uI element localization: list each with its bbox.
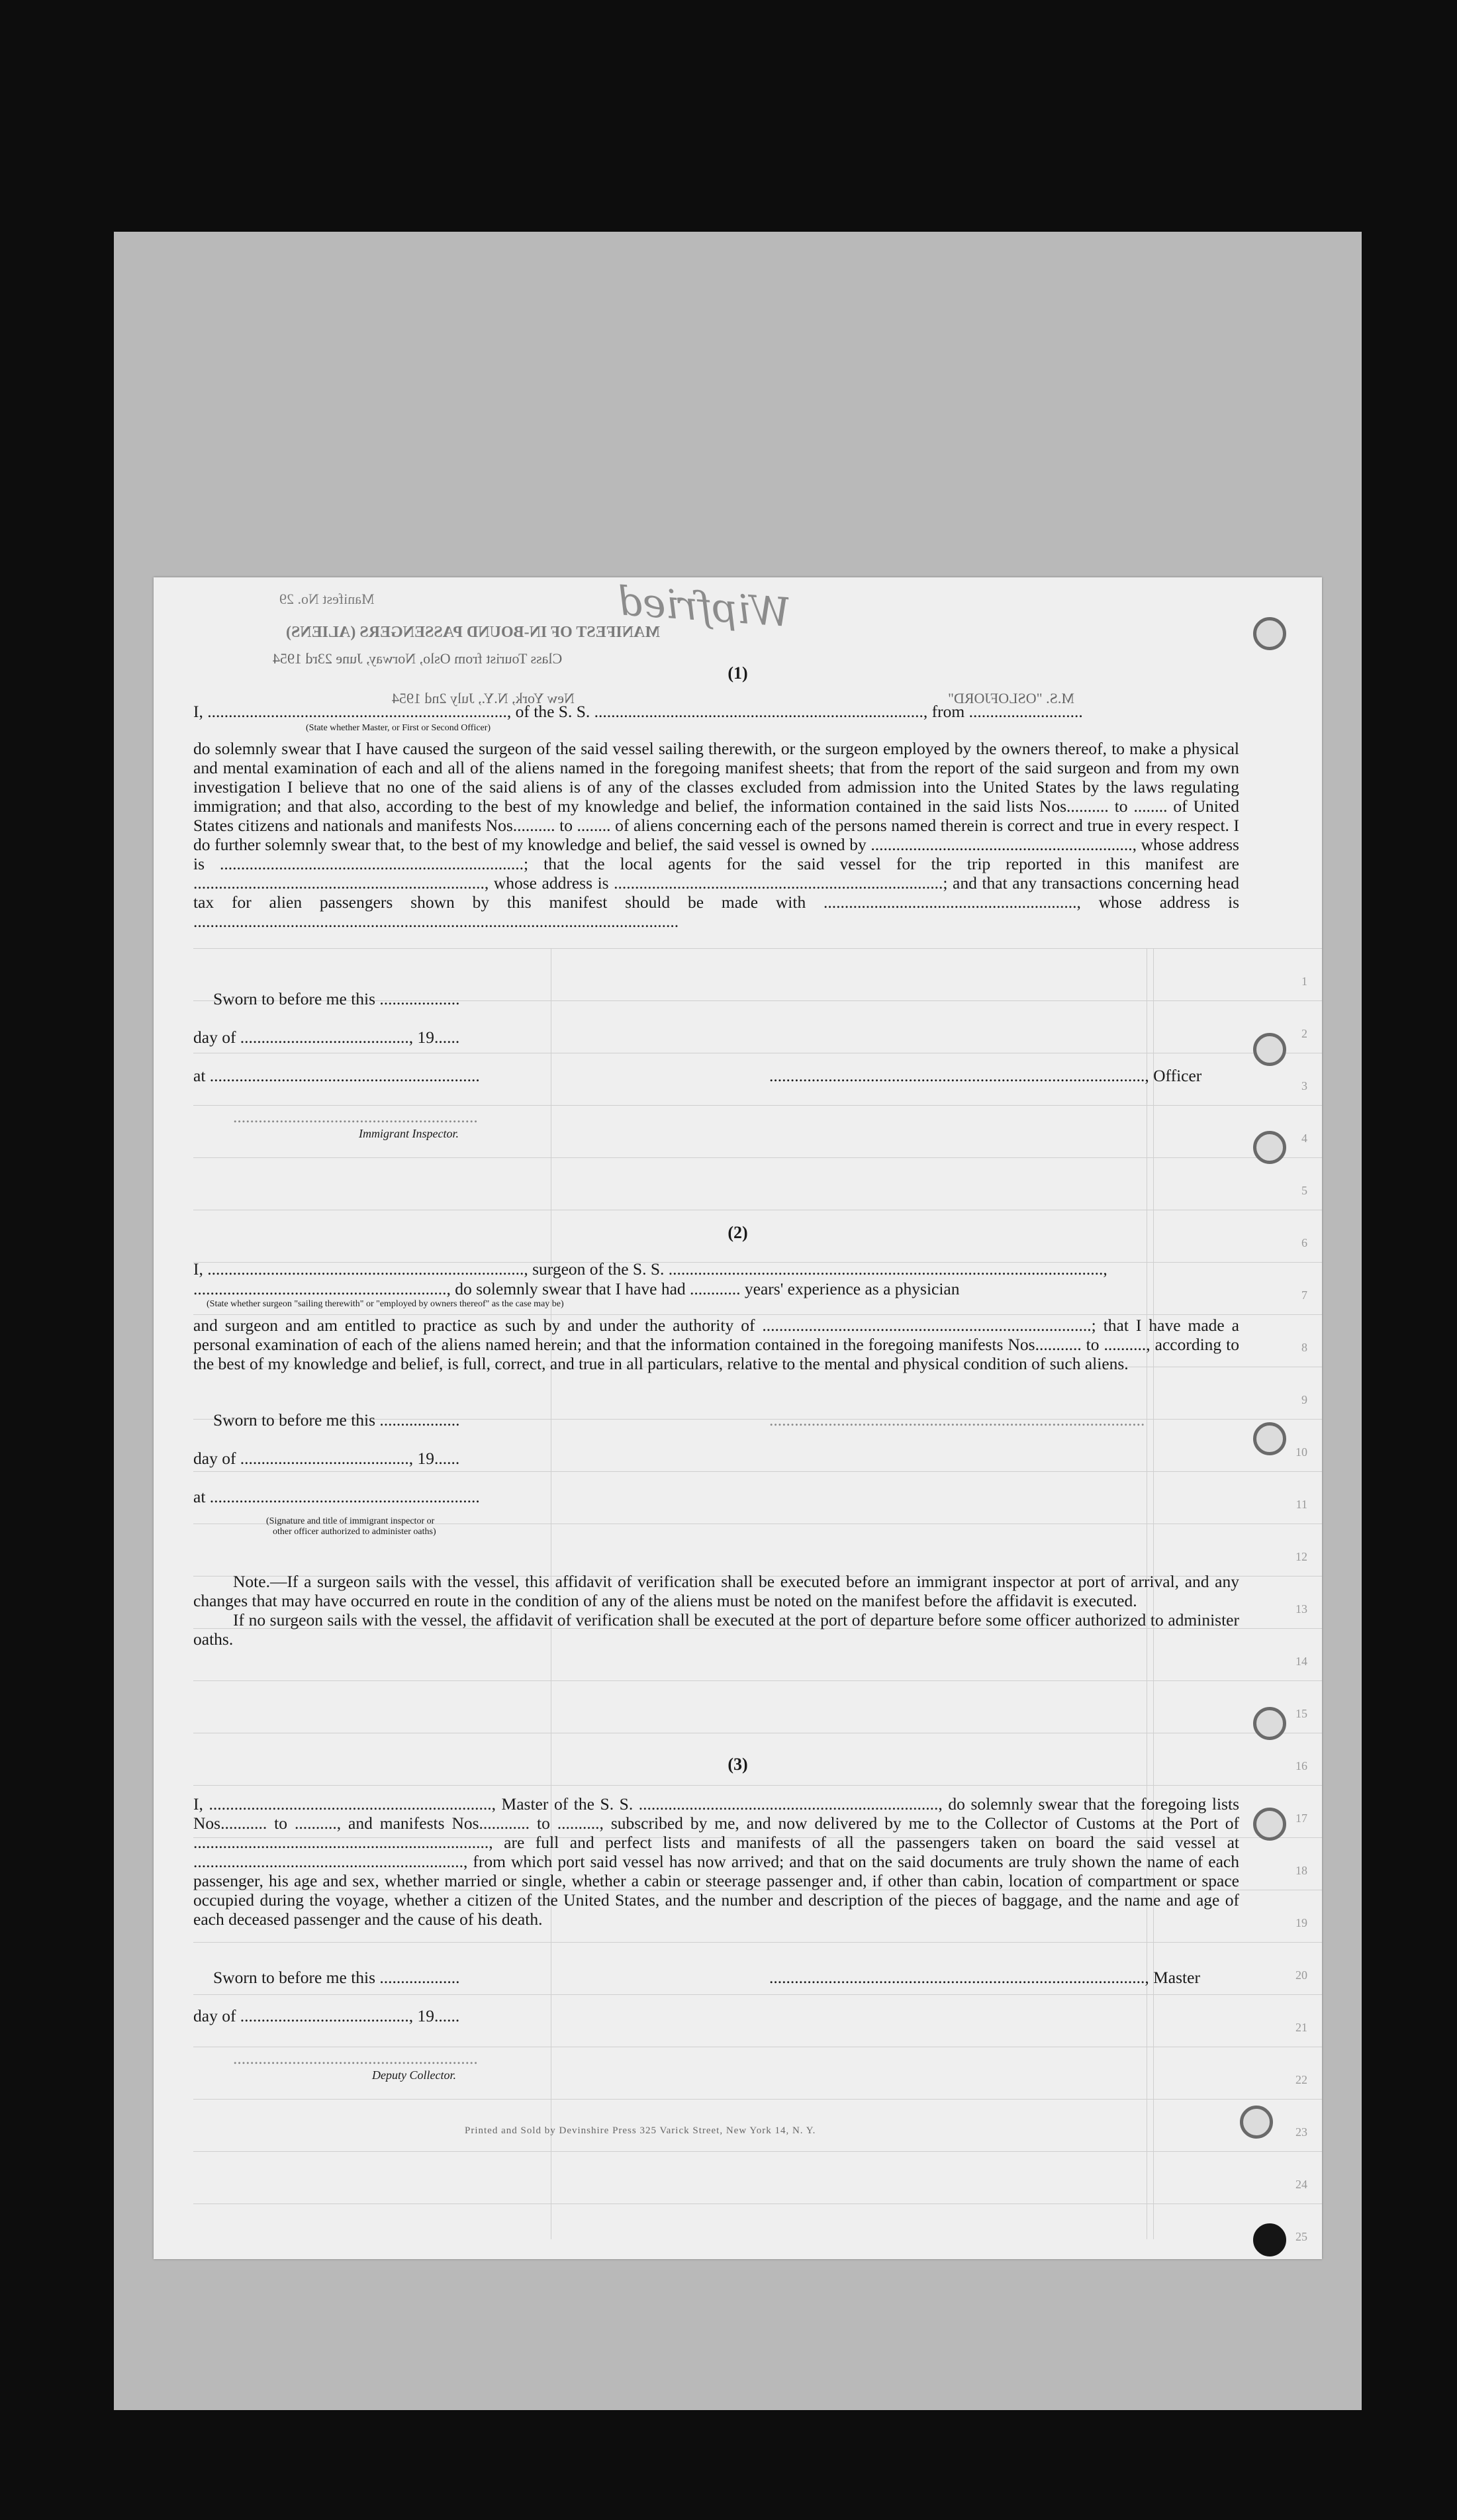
manifest-sheet bbox=[154, 577, 1322, 2259]
section-2-at: at ................................................................ bbox=[193, 1487, 480, 1506]
section-2-line-2: ............................................................, do solemnly swear that I have had ............ years' experience as a physician bbox=[193, 1279, 960, 1298]
binder-hole bbox=[1253, 2223, 1286, 2256]
section-1-officer-line: ........................................................................................., Officer bbox=[769, 1066, 1202, 1085]
row-number: 10 bbox=[1295, 1445, 1307, 1459]
row-number: 7 bbox=[1301, 1288, 1307, 1302]
section-2-note-paragraph-1: Note.—If a surgeon sails with the vessel, this affidavit of verification shall be executed before an immigrant inspector at port of arrival, and any changes that may have occurred en route in the condition of any of the aliens must be noted on the manifest before the affidavit is executed. bbox=[193, 1572, 1239, 1610]
section-2-sworn: Sworn to before me this ................... bbox=[213, 1410, 460, 1430]
row-number: 2 bbox=[1301, 1027, 1307, 1040]
row-number: 17 bbox=[1295, 1812, 1307, 1825]
row-number: 6 bbox=[1301, 1236, 1307, 1249]
section-1-inspector-caption: Immigrant Inspector. bbox=[359, 1127, 459, 1140]
binder-hole bbox=[1253, 1808, 1286, 1841]
section-1-at: at ................................................................ bbox=[193, 1066, 480, 1085]
row-number: 15 bbox=[1295, 1707, 1307, 1720]
row-number: 11 bbox=[1295, 1498, 1307, 1511]
section-3-paragraph: I, ..................................................................., Master of the S. S. ......................................................................., do solemnly swear that the foregoing lists Nos........... to .........., and manifests Nos............ to .........., subscribed by me, and now delivered by me to the Collector of Customs at the Port of ......................................................................, are full and perfect lists and manifests of all the passengers taken on board the said vessel at ................................................................, from which port said vessel has now arrived; and that on the said documents are truly shown the name of each passenger, his age and sex, whether married or single, whether a cabin or steerage passenger and, if other than cabin, location of compartment or space occupied during the voyage, whether a citizen of the United States, and the number and description of the pieces of baggage, and the name and age of each deceased passenger and the cause of his death. bbox=[193, 1794, 1239, 1929]
bleed-through-route: Class Tourist from Oslo, Norway, June 23rd 1954 bbox=[273, 650, 563, 667]
row-number: 1 bbox=[1301, 975, 1307, 988]
section-2-oath-line: I, ..........................................................................., surgeon of the S. S. ......................................................................................................., bbox=[193, 1259, 1107, 1279]
row-number: 5 bbox=[1301, 1184, 1307, 1197]
binder-hole bbox=[1253, 1033, 1286, 1066]
section-3-body bbox=[193, 1794, 1239, 1929]
section-2-paragraph: and surgeon and am entitled to practice as such by and under the authority of ..............................................................................; that I have made a personal examination of each of the aliens named herein; and that the information contained in the foregoing manifests Nos........... to .........., according to the best of my knowledge and belief, is full, correct, and true in all particulars, relative to the mental and physical condition of such aliens. bbox=[193, 1316, 1239, 1373]
section-1-inspector-sign-line: .......................................................... bbox=[233, 1107, 478, 1126]
section-2-note: (State whether surgeon "sailing therewith" or "employed by owners thereof" as the case may be) bbox=[207, 1299, 564, 1309]
row-number: 3 bbox=[1301, 1079, 1307, 1092]
row-number: 20 bbox=[1295, 1968, 1307, 1982]
section-3-deputy-caption: Deputy Collector. bbox=[372, 2068, 456, 2082]
row-number: 9 bbox=[1301, 1393, 1307, 1406]
binder-hole bbox=[1253, 1422, 1286, 1455]
binder-hole bbox=[1253, 1707, 1286, 1740]
row-number: 21 bbox=[1295, 2021, 1307, 2034]
section-2-signature-line: ......................................................................................... bbox=[769, 1410, 1145, 1430]
binder-hole bbox=[1240, 2106, 1273, 2139]
section-3-heading: (3) bbox=[728, 1755, 748, 1774]
row-number: 23 bbox=[1295, 2125, 1307, 2139]
row-number: 22 bbox=[1295, 2073, 1307, 2086]
section-2-sig-caption-1: (Signature and title of immigrant inspector or bbox=[266, 1516, 435, 1526]
section-2-sig-caption-2: other officer authorized to administer oaths) bbox=[273, 1527, 436, 1537]
section-3-sworn: Sworn to before me this ................... bbox=[213, 1968, 460, 1987]
row-number: 13 bbox=[1295, 1602, 1307, 1616]
section-2-note-paragraph-2: If no surgeon sails with the vessel, the affidavit of verification shall be executed at the port of departure before some officer authorized to administer oaths. bbox=[193, 1610, 1239, 1649]
section-1-sworn: Sworn to before me this ................... bbox=[213, 989, 460, 1008]
row-number: 24 bbox=[1295, 2178, 1307, 2191]
row-number: 12 bbox=[1295, 1550, 1307, 1563]
section-3-day-of: day of ........................................, 19...... bbox=[193, 2006, 460, 2025]
section-2-day-of: day of ........................................, 19...... bbox=[193, 1449, 460, 1468]
section-1-body bbox=[193, 739, 1239, 931]
printer-imprint: Printed and Sold by Devinshire Press 325 Varick Street, New York 14, N. Y. bbox=[465, 2125, 816, 2136]
section-1-day-of: day of ........................................, 19...... bbox=[193, 1028, 460, 1047]
section-1-officer-note: (State whether Master, or First or Second Officer) bbox=[306, 723, 491, 733]
bleed-through-ship: M.S. "OSLOFJORD" bbox=[948, 690, 1074, 706]
bleed-through-manifest-no: Manifest No. 29 bbox=[279, 591, 375, 607]
section-1-paragraph: do solemnly swear that I have caused the surgeon of the said vessel sailing therewith, or the surgeon employed by the owners thereof, to make a physical and mental examination of each and all of the aliens named in the foregoing manifest sheets; that from the report of the said surgeon and from my own investigation I believe that no one of the said aliens is of any of the classes excluded from admission into the United States by the laws regulating immigration; and that also, according to the best of my knowledge and belief, the information contained in the said lists Nos.......... to ........ of United States citizens and nationals and manifests Nos.......... to ........ of aliens concerning each of the persons named therein is correct and true in every respect. I do further solemnly swear that, to the best of my knowledge and belief, the said vessel is owned by .............................................................., whose address is ........................................................................; that the local agents for the said vessel for the trip reported in this manifest are ....................................................................., whose address is ..............................................................................; and that any transactions concerning head tax for alien passengers shown by this manifest should be made with ............................................................, whose address is ................................................................................................................... bbox=[193, 739, 1239, 931]
binder-hole bbox=[1253, 617, 1286, 650]
row-number: 25 bbox=[1295, 2230, 1307, 2243]
row-number: 18 bbox=[1295, 1864, 1307, 1877]
binder-hole bbox=[1253, 1131, 1286, 1164]
section-2-heading: (2) bbox=[728, 1223, 748, 1242]
section-1-oath-line: I, ......................................................................., of the S. S. .............................................................................., from ........................... bbox=[193, 702, 1083, 721]
row-number: 14 bbox=[1295, 1655, 1307, 1668]
bleed-through-handwriting: Wipfried bbox=[615, 577, 792, 637]
section-2-body bbox=[193, 1316, 1239, 1373]
row-number: 8 bbox=[1301, 1341, 1307, 1354]
row-number: 16 bbox=[1295, 1759, 1307, 1772]
row-number: 4 bbox=[1301, 1132, 1307, 1145]
bleed-through-arrival: New York, N.Y., July 2nd 1954 bbox=[392, 690, 575, 706]
section-2-note-block bbox=[193, 1572, 1239, 1649]
section-1-heading: (1) bbox=[728, 663, 748, 683]
section-3-master-line: ........................................................................................., Master bbox=[769, 1968, 1200, 1987]
bleed-through-title: MANIFEST OF IN-BOUND PASSENGERS (ALIENS) bbox=[286, 624, 660, 641]
row-number: 19 bbox=[1295, 1916, 1307, 1929]
section-3-deputy-sign-line: .......................................................... bbox=[233, 2049, 478, 2068]
